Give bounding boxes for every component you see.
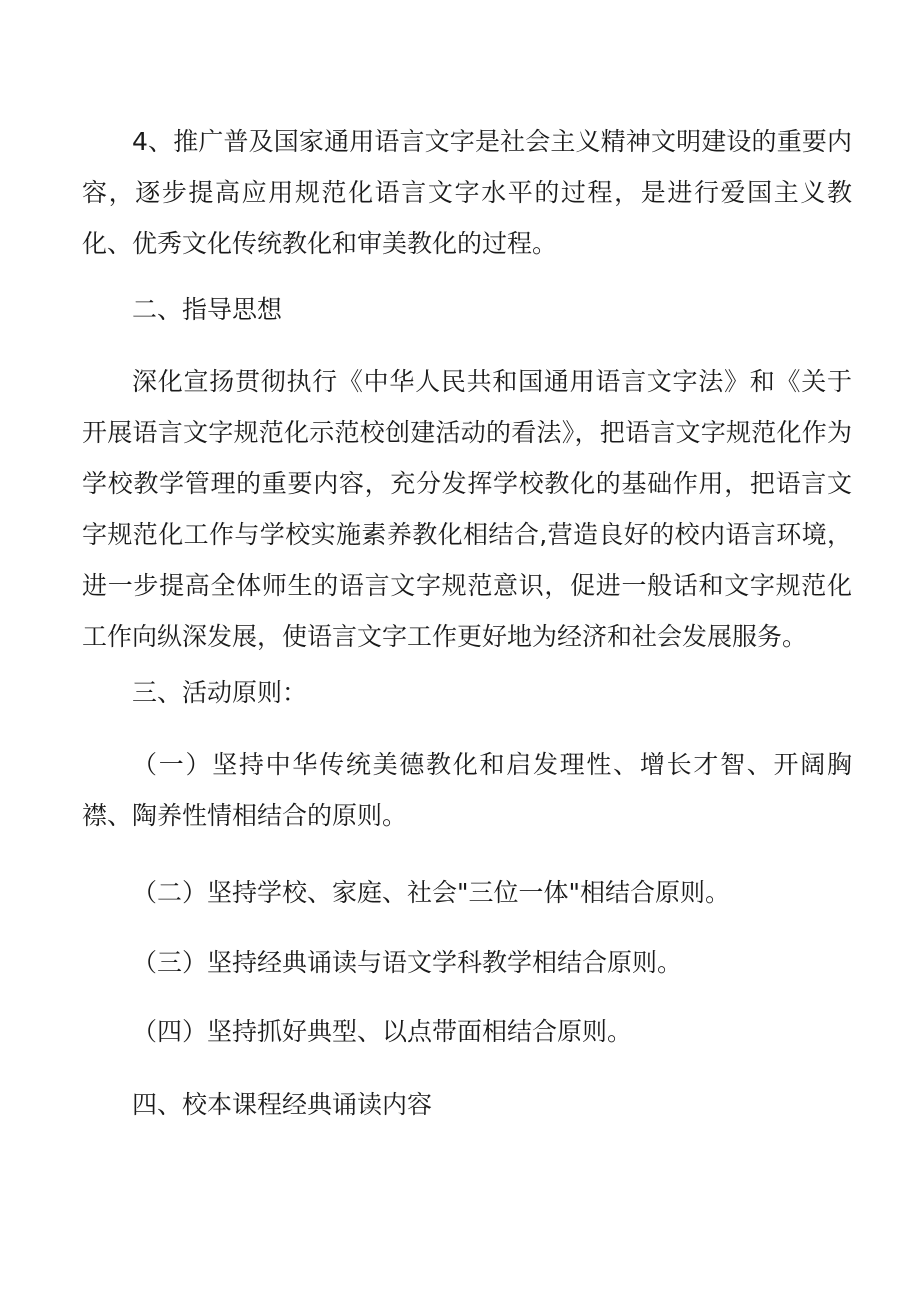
paragraph-guiding-ideology: 深化宣扬贯彻执行《中华人民共和国通用语言文字法》和《关于开展语言文字规范化示范校创建活动的看法》，把语言文字规范化作为学校教学管理的重要内容，充分发挥学校教化的基础作用，把语言文字规范化工作与学校实施素养教化相结合,营造良好的校内语言环境，进一步提高全体师生的语言文字规范意识，促进一般话和文字规范化工作向纵深发展，使语言文字工作更好地为经济和社会发展服务。 bbox=[82, 367, 852, 651]
principle-item-3: （三）坚持经典诵读与语文学科教学相结合原则。 bbox=[132, 948, 683, 977]
principle-item-2: （二）坚持学校、家庭、社会"三位一体"相结合原则。 bbox=[132, 878, 731, 907]
paragraph-promotion-significance: 4、推广普及国家通用语言文字是社会主义精神文明建设的重要内容，逐步提高应用规范化语言文字水平的过程，是进行爱国主义教化、优秀文化传统教化和审美教化的过程。 bbox=[82, 127, 852, 258]
heading-guiding-ideology: 二、指导思想 bbox=[132, 295, 283, 324]
principle-item-1: （一）坚持中华传统美德教化和启发理性、增长才智、开阔胸襟、陶养性情相结合的原则。 bbox=[82, 750, 852, 830]
heading-activity-principles: 三、活动原则： bbox=[132, 678, 308, 707]
principle-item-4: （四）坚持抓好典型、以点带面相结合原则。 bbox=[132, 1017, 633, 1046]
heading-school-curriculum-reading: 四、校本课程经典诵读内容 bbox=[132, 1090, 433, 1119]
